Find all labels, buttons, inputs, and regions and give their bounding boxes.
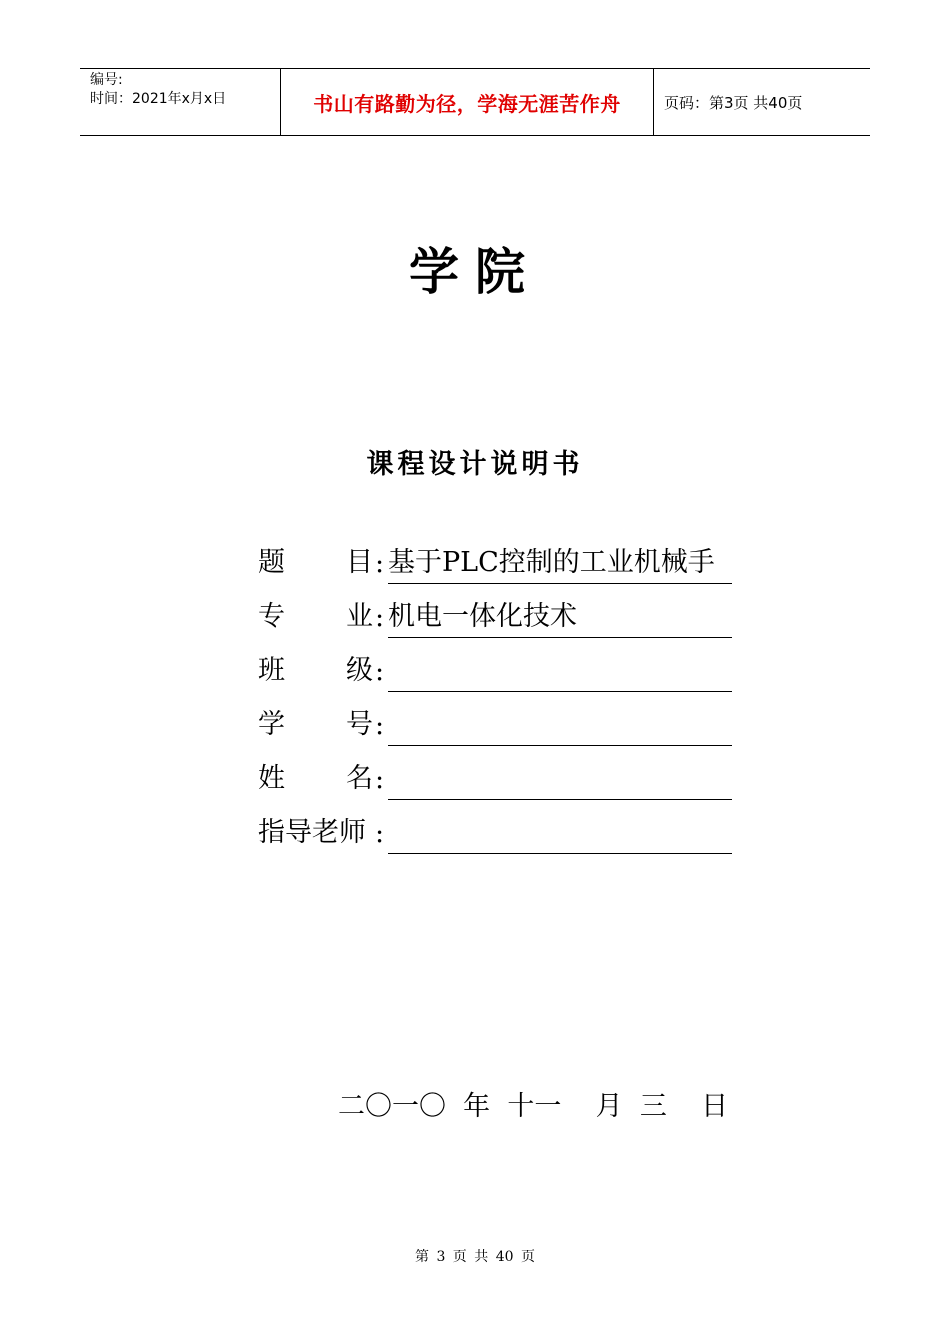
topic-colon: : bbox=[375, 548, 385, 579]
cover-form bbox=[258, 532, 738, 856]
major-value: 机电一体化技术 bbox=[388, 601, 577, 632]
header-page-info-cell bbox=[654, 69, 870, 135]
name-colon: : bbox=[375, 764, 385, 795]
topic-label-1: 题 bbox=[258, 547, 285, 578]
class-colon: : bbox=[375, 656, 385, 687]
time-label: 时间：2021年x月x日 bbox=[90, 91, 227, 107]
name-label-2: 名 bbox=[346, 763, 373, 794]
header-meta bbox=[80, 69, 281, 135]
class-underline bbox=[388, 691, 732, 692]
page-footer: 第 3 页 共 40 页 bbox=[415, 1249, 535, 1265]
document-title: 课程设计说明书 bbox=[366, 449, 584, 480]
form-row-student-id bbox=[258, 694, 738, 748]
topic-label-2: 目 bbox=[346, 547, 373, 578]
name-underline bbox=[388, 799, 732, 800]
form-row-major bbox=[258, 586, 738, 640]
cover-date: 二〇一〇 年 十一 月 三 日 bbox=[338, 1091, 729, 1122]
student-id-underline bbox=[388, 745, 732, 746]
serial-label: 编号: bbox=[90, 72, 123, 88]
header-motto-cell bbox=[281, 69, 654, 135]
motto: 书山有路勤为径，学海无涯苦作舟 bbox=[313, 91, 621, 116]
page-info: 页码：第3页 共40页 bbox=[664, 93, 803, 112]
form-row-class bbox=[258, 640, 738, 694]
major-label-1: 专 bbox=[258, 601, 285, 632]
class-label-2: 级 bbox=[346, 655, 373, 686]
major-label-2: 业 bbox=[346, 601, 373, 632]
form-row-name bbox=[258, 748, 738, 802]
name-label-1: 姓 bbox=[258, 763, 285, 794]
student-id-label-2: 号 bbox=[346, 709, 373, 740]
student-id-colon: : bbox=[375, 710, 385, 741]
topic-value: 基于PLC控制的工业机械手 bbox=[388, 547, 715, 578]
form-row-topic bbox=[258, 532, 738, 586]
advisor-underline bbox=[388, 853, 732, 854]
form-row-advisor bbox=[258, 802, 738, 856]
major-underline bbox=[388, 637, 732, 638]
student-id-label-1: 学 bbox=[258, 709, 285, 740]
major-colon: : bbox=[375, 602, 385, 633]
college-title: 学院 bbox=[409, 242, 541, 301]
topic-underline bbox=[388, 583, 732, 584]
advisor-colon: : bbox=[375, 818, 385, 849]
class-label-1: 班 bbox=[258, 655, 285, 686]
page-header bbox=[80, 68, 870, 136]
advisor-label: 指导老师 bbox=[258, 817, 366, 848]
